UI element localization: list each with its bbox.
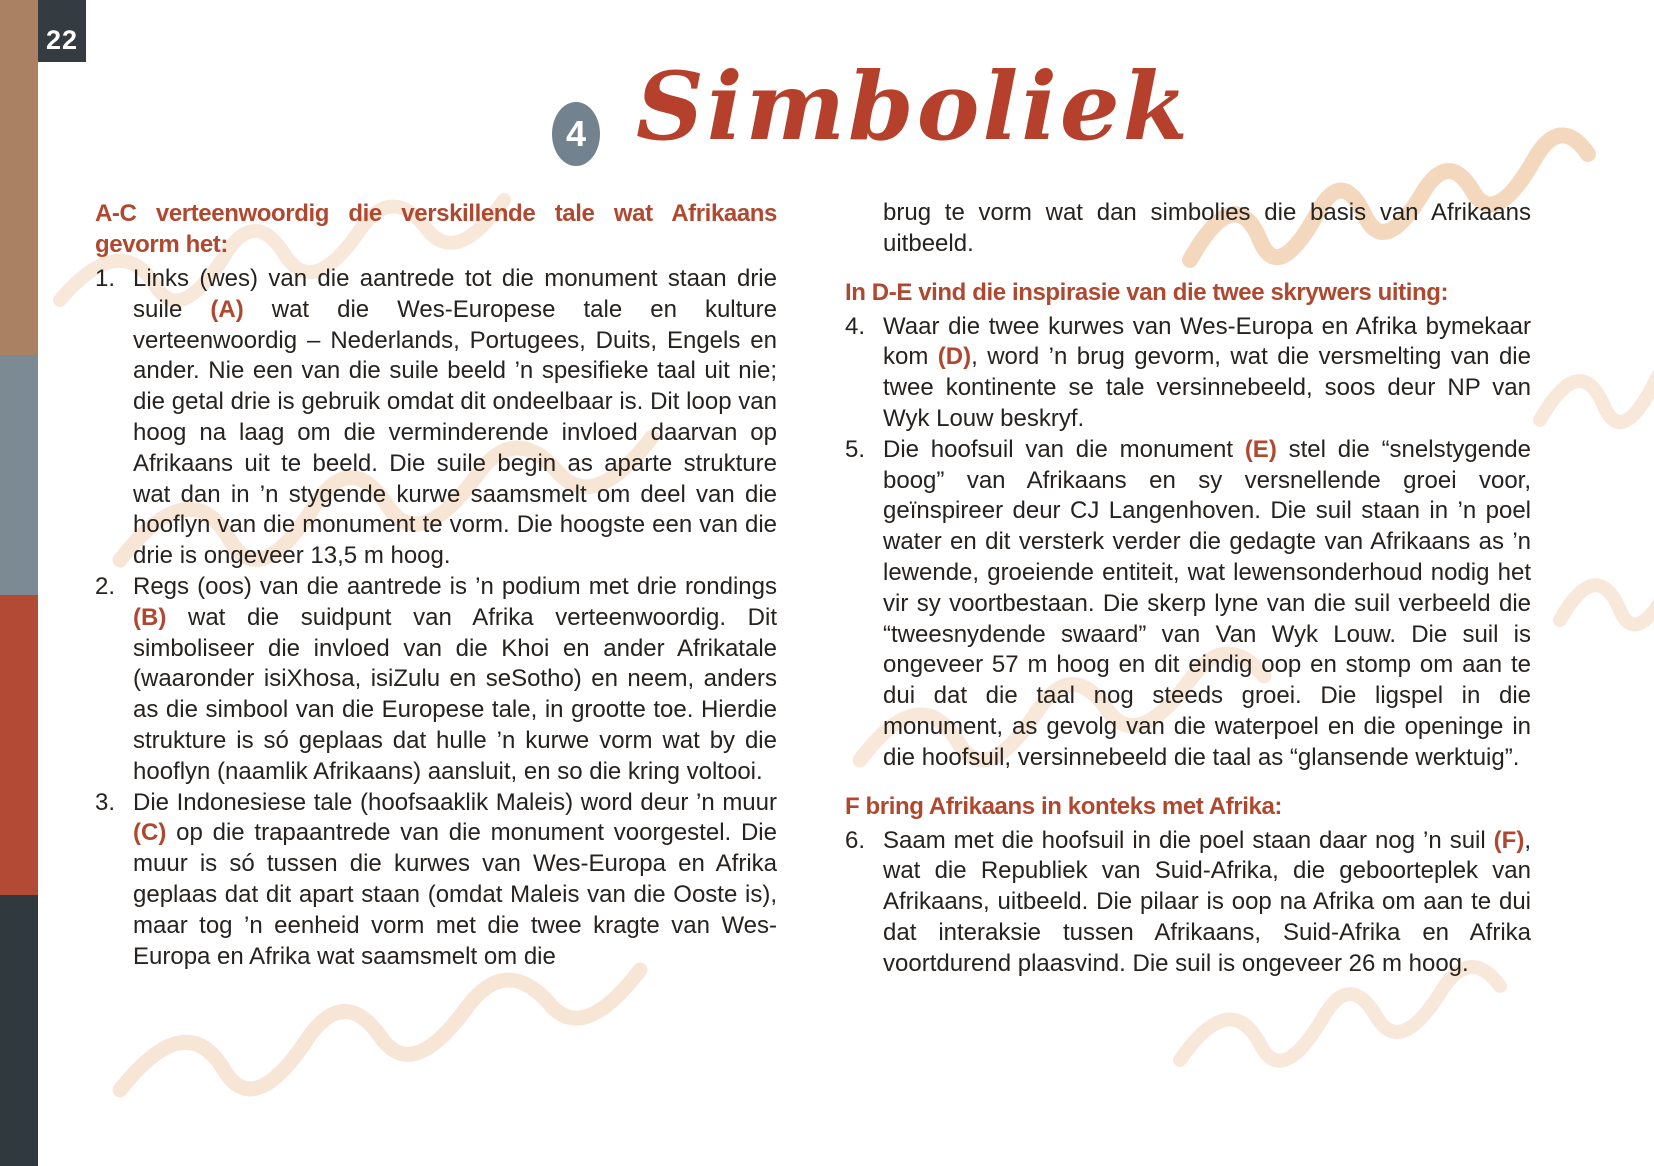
- text-run: Die Indonesiese tale (hoofsaaklik Maleis) word deur ’n muur: [133, 788, 777, 816]
- section-heading: F bring Afrikaans in konteks met Afrika:: [845, 792, 1282, 820]
- list-item-number: 4.: [845, 312, 866, 340]
- text-run: Waar die twee kurwes van Wes-Europa en Afrika bymekaar kom: [883, 312, 1531, 371]
- list-item: [95, 788, 777, 973]
- edge-strip-red: [0, 595, 38, 895]
- list-item-number: 6.: [845, 826, 866, 854]
- text-run: , word ’n brug gevorm, wat die versmelting van die twee kontinente se tale versinnebeeld, soos deur NP van Wyk Louw beskryf.: [883, 343, 1531, 432]
- label-marker: (F): [1493, 826, 1525, 854]
- section-heading: In D-E vind die inspirasie van die twee skrywers uiting:: [845, 278, 1449, 306]
- edge-strip-gray: [0, 355, 38, 595]
- label-marker: (A): [210, 295, 244, 323]
- text-run: wat die suidpunt van Afrika verteenwoordig. Dit simboliseer die invloed van die Khoi en ander Afrikatale (waaronder isiXhosa, isiZulu en seSotho) en neem, anders as die simbool van die Europese tale, in grootte toe. Hierdie strukture is só geplaas dat hulle ’n kurwe vorm wat by die hooflyn (naamlik Afrikaans) aansluit, en so die kring voltooi.: [133, 603, 777, 785]
- list-item-number: 2.: [95, 572, 116, 600]
- list-item: [95, 264, 777, 572]
- text-column-right: [845, 198, 1531, 980]
- label-marker: (D): [937, 343, 972, 371]
- text-run: op die trapaantrede van die monument voorgestel. Die muur is só tussen die kurwes van Wes-Europa en Afrika geplaas dat dit apart staan (omdat Maleis van die Ooste is), maar tog ’n eenheid vorm met die twee kragte van Wes-Europa en Afrika wat saamsmelt om die: [133, 819, 777, 970]
- text-run: Saam met die hoofsuil in die poel staan daar nog ’n suil: [883, 826, 1494, 854]
- continuation-paragraph: [845, 198, 1531, 260]
- text-run: wat die Wes-Europese tale en kulture verteenwoordig – Nederlands, Portugees, Duits, Engels en ander. Nie een van die suile beeld ’n spesifieke taal uit nie; die getal drie is gebruik omdat dit ondeelbaar is. Dit loop van hoog na laag om die verminderende invloed daarvan op Afrikaans uit te beeld. Die suile begin as aparte strukture wat dan in ’n stygende kurwe saamsmelt om deel van die hooflyn van die monument te vorm. Die hoogste een van die drie is ongeveer 13,5 m hoog.: [133, 295, 777, 570]
- text-run: Links (wes) van die aantrede tot die monument staan drie suile: [133, 265, 777, 323]
- list-item: [95, 572, 777, 788]
- edge-strip-dark: [0, 895, 38, 1166]
- section-heading: A-C verteenwoordig die verskillende tale wat Afrikaans gevorm het:: [95, 200, 777, 258]
- list-item-number: 1.: [95, 265, 116, 292]
- chapter-title: Simboliek: [636, 52, 1191, 162]
- text-run: stel die “snelstygende boog” van Afrikaans en sy versnellende groei voor, geïnspireer deur CJ Langenhoven. Die suil staan in ’n poel water en dit versterk verder die gedagte van Afrikaans as ’n lewende, groeiende entiteit, wat lewensonderhoud nodig het vir sy voortbestaan. Die skerp lyne van die suil verbeeld die “tweesnydende swaard” van Van Wyk Louw. Die suil is ongeveer 57 m hoog en dit eindig oop en stomp om aan te dui dat die taal nog steeds groei. Die ligspel in die monument, as gevolg van die waterpoel en die openinge in die hoofsuil, versinnebeeld die taal as “glansende werktuig”.: [883, 435, 1531, 771]
- list-item: [845, 312, 1531, 435]
- list-item-number: 5.: [845, 435, 866, 463]
- text-run: brug te vorm wat dan simbolies die basis van Afrikaans uitbeeld.: [883, 199, 1531, 257]
- edge-color-strip: [0, 0, 38, 1166]
- text-run: , wat die Republiek van Suid-Afrika, die geboorteplek van Afrikaans, uitbeeld. Die pilaar is oop na Afrika om aan te dui dat interaksie tussen Afrikaans, Suid-Afrika en Afrika voortdurend plaasvind. Die suil is ongeveer 26 m hoog.: [883, 826, 1531, 977]
- label-marker: (B): [133, 603, 167, 631]
- label-marker: (C): [133, 819, 167, 847]
- text-run: Regs (oos) van die aantrede is ’n podium met drie rondings: [133, 572, 777, 600]
- text-column-left: [95, 198, 777, 972]
- list-item: [845, 435, 1531, 774]
- page-number: 22: [38, 0, 86, 62]
- chapter-number-badge: 4: [552, 102, 600, 166]
- label-marker: (E): [1244, 435, 1277, 463]
- edge-strip-brown: [0, 0, 38, 355]
- list-item-number: 3.: [95, 788, 116, 816]
- list-item: [845, 826, 1531, 980]
- text-run: Die hoofsuil van die monument: [883, 435, 1245, 463]
